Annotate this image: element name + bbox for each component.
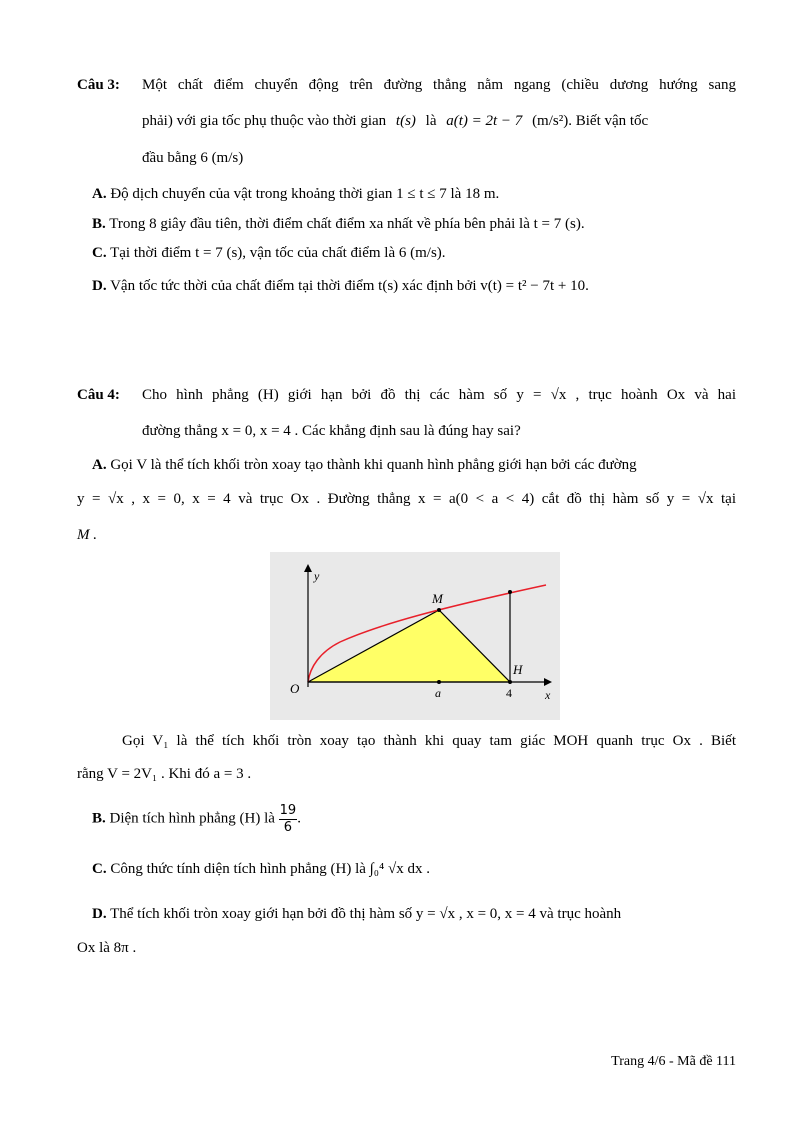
graph-svg xyxy=(270,552,560,720)
x-axis-arrow-icon xyxy=(544,678,552,686)
q3-option-b-label: B. xyxy=(92,216,106,232)
q4-option-d-line2: Ox là 8π . xyxy=(77,940,137,956)
q4-option-a-line4: Gọi V₁ là thể tích khối tròn xoay tạo thành khi quay tam giác MOH quanh trục Ox . Biết xyxy=(122,733,736,749)
q3-option-d-text: Vận tốc tức thời của chất điểm tại thời điểm t(s) xác định bởi v(t) = t² − 7t + 10. xyxy=(110,278,589,294)
point-h xyxy=(508,680,512,684)
origin-label: O xyxy=(290,681,300,696)
q4-option-a-line3: M . xyxy=(77,527,97,543)
m-label: M xyxy=(432,591,443,606)
q3-option-c-text: Tại thời điểm t = 7 (s), vận tốc của chất điểm là 6 (m/s). xyxy=(110,245,446,261)
q4-option-b-text: Diện tích hình phẳng (H) là xyxy=(109,810,275,827)
graph-figure xyxy=(270,552,560,720)
q4-option-b-label: B. xyxy=(92,810,106,827)
q4-option-a-line5: rằng V = 2V₁ . Khi đó a = 3 . xyxy=(77,766,252,782)
point-a xyxy=(437,680,441,684)
q3-time-var: t(s) xyxy=(395,113,416,129)
q4-option-d-line1: Thể tích khối tròn xoay giới hạn bởi đồ thị hàm số y = √x , x = 0, x = 4 và trục hoành xyxy=(110,906,622,922)
q3-option-d-label: D. xyxy=(92,278,107,294)
q4-option-a-label: A. xyxy=(92,457,107,473)
triangle-moh xyxy=(308,610,510,682)
point-top-4 xyxy=(508,590,512,594)
q3-accel-unit: (m/s²) xyxy=(532,113,569,129)
point-m xyxy=(437,608,441,612)
q3-stem-line2-text: phải) với gia tốc phụ thuộc vào thời gian xyxy=(142,113,387,129)
q4-option-a[interactable] xyxy=(92,457,736,474)
q3-la: là xyxy=(425,113,437,129)
q3-option-c-label: C. xyxy=(92,245,107,261)
q4-stem-line1: Cho hình phẳng (H) giới hạn bởi đồ thị các hàm số y = √x , trục hoành Ox và hai xyxy=(142,387,736,403)
q4-option-a-line2: y = √x , x = 0, x = 4 và trục Ox . Đường thẳng x = a(0 < a < 4) cắt đồ thị hàm số y = √x tại xyxy=(77,491,736,507)
q3-stem-line1: Một chất điểm chuyển động trên đường thẳng nằm ngang (chiều dương hướng sang xyxy=(142,77,736,93)
y-axis-arrow-icon xyxy=(304,564,312,572)
q4-option-b[interactable]: B. Diện tích hình phẳng (H) là $\frac{19}{6}$ . xyxy=(92,803,301,835)
q4-option-c-text: Công thức tính diện tích hình phẳng (H) là ∫₀⁴ √x dx . xyxy=(110,861,430,877)
four-label: 4 xyxy=(506,686,512,700)
q3-stem-line2-end: . Biết vận tốc xyxy=(568,113,649,129)
q4-option-b-fraction xyxy=(279,803,298,835)
q3-option-c[interactable] xyxy=(92,245,446,262)
q3-stem-line3: đầu bằng 6 (m/s) xyxy=(142,150,244,166)
y-axis-label: y xyxy=(314,569,320,583)
q3-label: Câu 3: xyxy=(77,77,120,93)
q3-option-b[interactable] xyxy=(92,216,585,233)
fraction-denominator: 6 xyxy=(283,819,293,835)
q4-stem-line2: đường thẳng x = 0, x = 4 . Các khẳng định sau là đúng hay sai? xyxy=(142,423,521,439)
h-label: H xyxy=(513,662,523,677)
q4-option-c[interactable] xyxy=(92,861,430,878)
q3-option-b-text: Trong 8 giây đầu tiên, thời điểm chất điểm xa nhất về phía bên phải là t = 7 (s). xyxy=(109,216,585,232)
q3-accel-formula: a(t) = 2t − 7 xyxy=(446,113,523,129)
x-axis-label: x xyxy=(545,688,551,702)
q3-stem-line2 xyxy=(142,113,648,130)
q4-option-d-label: D. xyxy=(92,906,107,922)
q4-option-c-label: C. xyxy=(92,861,107,877)
q3-option-a[interactable] xyxy=(92,186,499,203)
fraction-numerator: 19 xyxy=(279,803,297,818)
q3-option-d[interactable] xyxy=(92,278,589,295)
q4-option-a-line1: Gọi V là thể tích khối tròn xoay tạo thành khi quanh hình phẳng giới hạn bởi các đường xyxy=(110,457,637,473)
a-label: a xyxy=(435,686,441,700)
q3-option-a-text: Độ dịch chuyển của vật trong khoảng thời gian 1 ≤ t ≤ 7 là 18 m. xyxy=(110,186,500,202)
page-footer: Trang 4/6 - Mã đề 111 xyxy=(611,1054,736,1069)
q4-label: Câu 4: xyxy=(77,387,120,403)
q4-option-d[interactable] xyxy=(92,906,736,923)
q3-option-a-label: A. xyxy=(92,186,107,202)
